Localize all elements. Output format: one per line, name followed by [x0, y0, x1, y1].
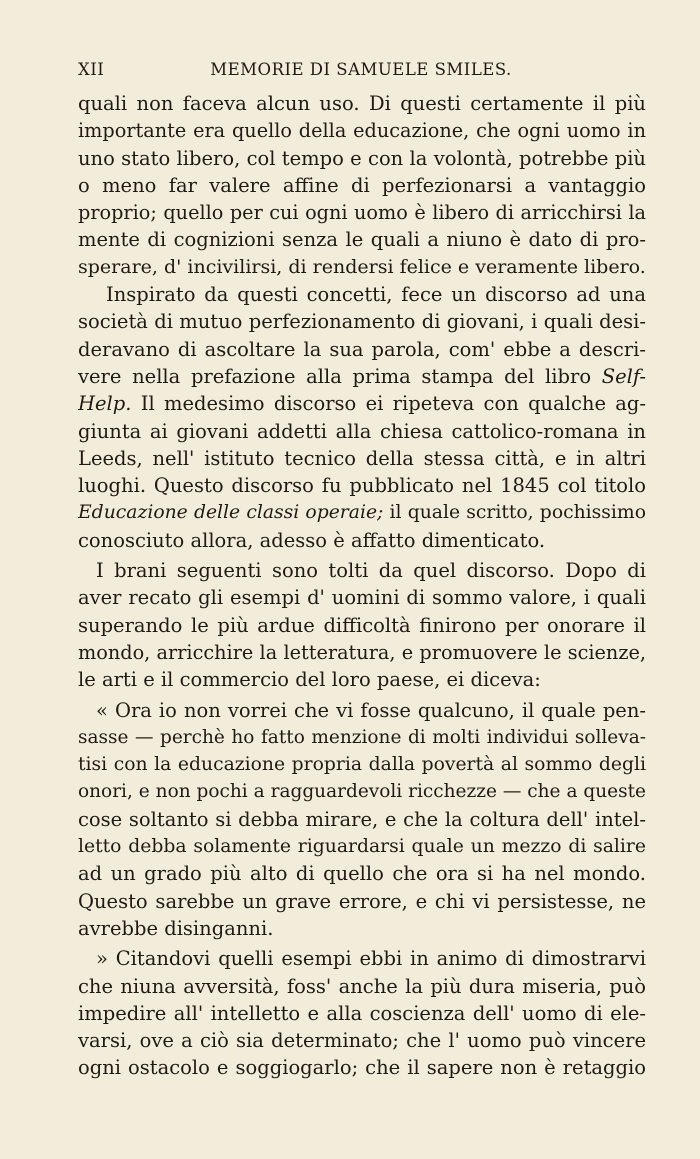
text-line: impedire all' intelletto e alla coscienza dell' uomo di ele-: [78, 1001, 646, 1025]
italic-run: Help.: [78, 392, 132, 416]
text-line: varsi, ove a ciò sia determinato; che l' uomo può vincere: [78, 1029, 646, 1053]
text-line: avrebbe disinganni.: [78, 916, 274, 940]
text-line: proprio; quello per cui ogni uomo è libero di arricchirsi la: [78, 201, 646, 225]
text-line: luoghi. Questo discorso fu pubblicato nel 1845 col titolo: [78, 474, 646, 498]
text-line: che niuna avversità, foss' anche la più dura miseria, può: [78, 974, 646, 998]
text-line: [78, 499, 646, 526]
text-line: I brani seguenti sono tolti da quel discorso. Dopo di: [96, 559, 646, 583]
text-line: « Ora io non vorrei che vi fosse qualcuno, il quale pen-: [96, 698, 646, 722]
text-line: sasse — perchè ho fatto menzione di molti individui solleva-: [78, 726, 646, 748]
text-line: sperare, d' incivilirsi, di rendersi felice e veramente libero.: [78, 255, 646, 278]
text-run: il quale scritto, pochissimo: [383, 502, 646, 524]
text-line: [78, 363, 646, 390]
text-line: [78, 390, 646, 417]
text-line: conosciuto allora, adesso è affatto dimenticato.: [78, 528, 546, 552]
text-line: tisi con la educazione propria dalla povertà al sommo degli: [78, 754, 646, 776]
running-title: MEMORIE DI SAMUELE SMILES.: [210, 60, 512, 79]
text-line: Leeds, nell' istituto tecnico della stessa città, e in altri: [78, 446, 646, 470]
text-line: » Citandovi quelli esempi ebbi in animo di dimostrarvi: [96, 947, 646, 971]
page-body: [78, 90, 646, 1082]
text-line: giunta ai giovani addetti alla chiesa cattolico-romana in: [78, 419, 646, 443]
text-line: deravano di ascoltare la sua parola, com' ebbe a descri-: [78, 337, 646, 361]
text-line: aver recato gli esempi d' uomini di sommo valore, i quali: [78, 586, 646, 610]
text-line: società di mutuo perfezionamento di giovani, i quali desi-: [78, 310, 646, 334]
text-line: importante era quello della educazione, che ogni uomo in: [78, 119, 646, 143]
text-line: ogni ostacolo e soggiogarlo; che il sapere non è retaggio: [78, 1056, 646, 1080]
text-line: Questo sarebbe un grave errore, e chi vi persistesse, ne: [78, 889, 646, 913]
page-number: XII: [78, 60, 105, 79]
text-line: Inspirato da questi concetti, fece un discorso ad una: [106, 283, 646, 307]
text-line: ad un grado più alto di quello che ora si ha nel mondo.: [78, 862, 646, 886]
text-line: superando le più ardue difficoltà finirono per onorare il: [78, 613, 646, 637]
italic-run: Self-: [601, 364, 646, 388]
text-line: mente di cognizioni senza le quali a niuno è dato di pro-: [78, 228, 646, 252]
text-line: letto debba solamente riguardarsi quale un mezzo di salire: [78, 836, 646, 858]
text-line: o meno far valere affine di perfezionarsi a vantaggio: [78, 173, 646, 197]
text-line: onori, e non pochi a ragguardevoli ricchezze — che a queste: [78, 781, 646, 803]
text-line: uno stato libero, col tempo e con la volontà, potrebbe più: [78, 146, 646, 170]
text-run: vere nella prefazione alla prima stampa del libro: [78, 364, 602, 388]
italic-run: Educazione delle classi operaie;: [78, 502, 384, 524]
text-line: cose soltanto si debba mirare, e che la coltura dell' intel-: [78, 807, 646, 831]
text-line: mondo, arricchire la letteratura, e promuovere le scienze,: [78, 640, 646, 664]
text-line: le arti e il commercio del loro paese, ei diceva:: [78, 668, 541, 692]
text-run: Il medesimo discorso ei ripeteva con qualche ag-: [131, 392, 646, 416]
text-line: quali non faceva alcun uso. Di questi certamente il più: [78, 92, 646, 115]
